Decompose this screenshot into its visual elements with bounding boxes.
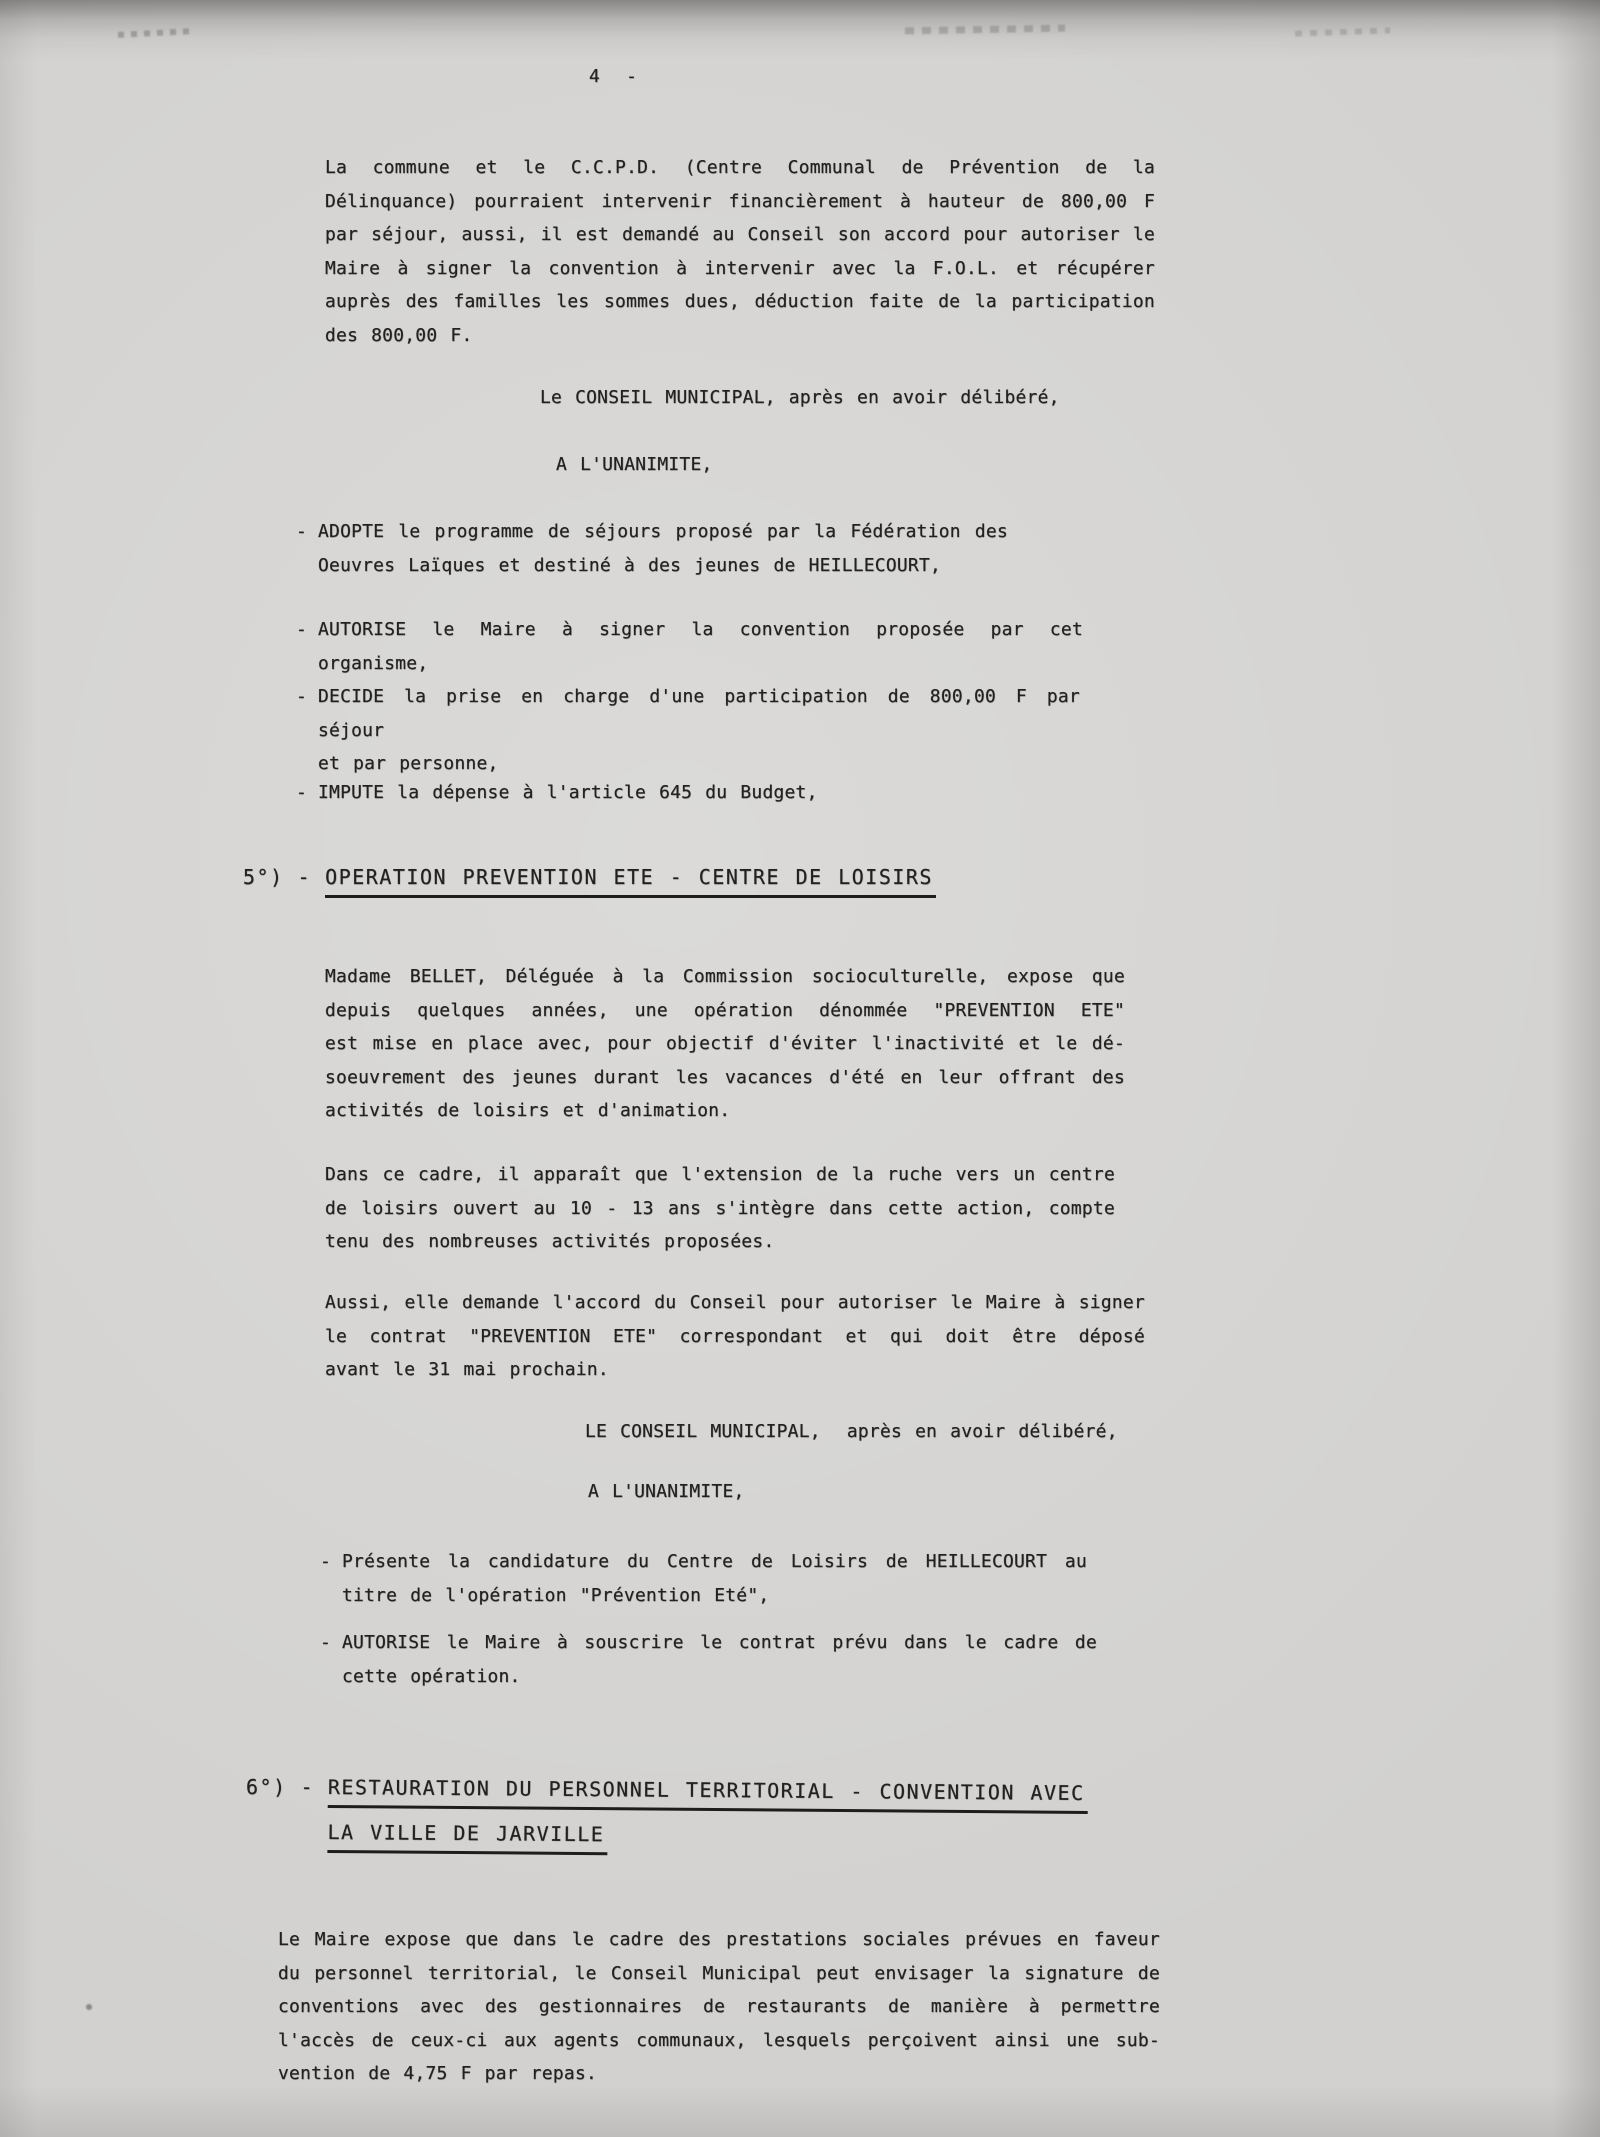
scan-artifact (86, 2004, 92, 2010)
section-5-paragraph-1: Madame BELLET, Déléguée à la Commission socioculturelle, expose que depuis quelques années, une opération dénommée "PREVENTION ETE" est mise en place avec, pour objectif d'éviter l'inactivité et le dé- soeuvrement des jeunes durant les vacances d'été en leur offrant des activités de loisirs et d'animation. (325, 966, 1125, 1121)
dash-marker: - (296, 619, 308, 640)
unanimity-line: A L'UNANIMITE, (588, 1481, 745, 1502)
decision-text: DECIDE la prise en charge d'une participation de 800,00 F par séjour et par personne, (318, 686, 1080, 774)
section-title: OPERATION PREVENTION ETE - CENTRE DE LOISIRS (325, 862, 936, 898)
section-5-paragraph-2: Dans ce cadre, il apparaît que l'extension de la ruche vers un centre de loisirs ouvert au 10 - 13 ans s'intègre dans cette action, compte tenu des nombreuses activités proposées. (325, 1164, 1115, 1252)
decision-item-impute (296, 776, 1018, 810)
council-deliberation-line: LE CONSEIL MUNICIPAL, après en avoir délibéré, (585, 1421, 1118, 1442)
dash-marker: - (296, 686, 308, 707)
section-title: RESTAURATION DU PERSONNEL TERRITORIAL - CONVENTION AVEC LA VILLE DE JARVILLE (328, 1772, 1088, 1859)
decision-item-autorise-contrat (320, 1626, 1097, 1693)
section-separator: - (300, 1775, 315, 1799)
decision-text: AUTORISE le Maire à souscrire le contrat prévu dans le cadre de cette opération. (342, 1632, 1097, 1687)
section-6-heading (246, 1772, 1088, 1853)
decision-text: AUTORISE le Maire à signer la convention proposée par cet organisme, (318, 619, 1083, 674)
intro-paragraph: La commune et le C.C.P.D. (Centre Communal de Prévention de la Délinquance) pourraient intervenir financièrement à hauteur de 800,00 F par séjour, aussi, il est demandé au Conseil son accord pour autoriser le Maire à signer la convention à intervenir avec la F.O.L. et récupérer auprès des familles les sommes dues, déduction faite de la participation des 800,00 F. (325, 157, 1155, 346)
decision-item-decide (296, 680, 1080, 781)
dash-marker: - (296, 782, 308, 803)
page-number: 4 - (589, 66, 638, 87)
unanimity-line: A L'UNANIMITE, (556, 454, 713, 475)
section-5-paragraph-3: Aussi, elle demande l'accord du Conseil pour autoriser le Maire à signer le contrat "PREVENTION ETE" correspondant et qui doit être déposé avant le 31 mai prochain. (325, 1292, 1145, 1380)
section-6-paragraph-1: Le Maire expose que dans le cadre des prestations sociales prévues en faveur du personnel territorial, le Conseil Municipal peut envisager la signature de conventions avec des gestionnaires de restaurants de manière à permettre l'accès de ceux-ci aux agents communaux, lesquels perçoivent ainsi une sub- vention de 4,75 F par repas. (278, 1929, 1160, 2084)
section-5-heading (243, 862, 936, 898)
section-number: 6°) (246, 1775, 287, 1799)
decision-text: ADOPTE le programme de séjours proposé par la Fédération des Oeuvres Laïques et destiné à des jeunes de HEILLECOURT, (318, 521, 1008, 576)
dash-marker: - (320, 1632, 332, 1653)
decision-item-autorise (296, 613, 1083, 680)
section-separator: - (297, 865, 312, 889)
dash-marker: - (320, 1551, 332, 1572)
council-deliberation-line: Le CONSEIL MUNICIPAL, après en avoir délibéré, (540, 387, 1060, 408)
dash-marker: - (296, 521, 308, 542)
decision-text: Présente la candidature du Centre de Loisirs de HEILLECOURT au titre de l'opération "Prévention Eté", (342, 1551, 1087, 1606)
decision-item-presente (320, 1545, 1087, 1612)
decision-item-adopte (296, 515, 1008, 582)
section-number: 5°) (243, 865, 284, 889)
decision-text: IMPUTE la dépense à l'article 645 du Budget, (318, 782, 818, 803)
